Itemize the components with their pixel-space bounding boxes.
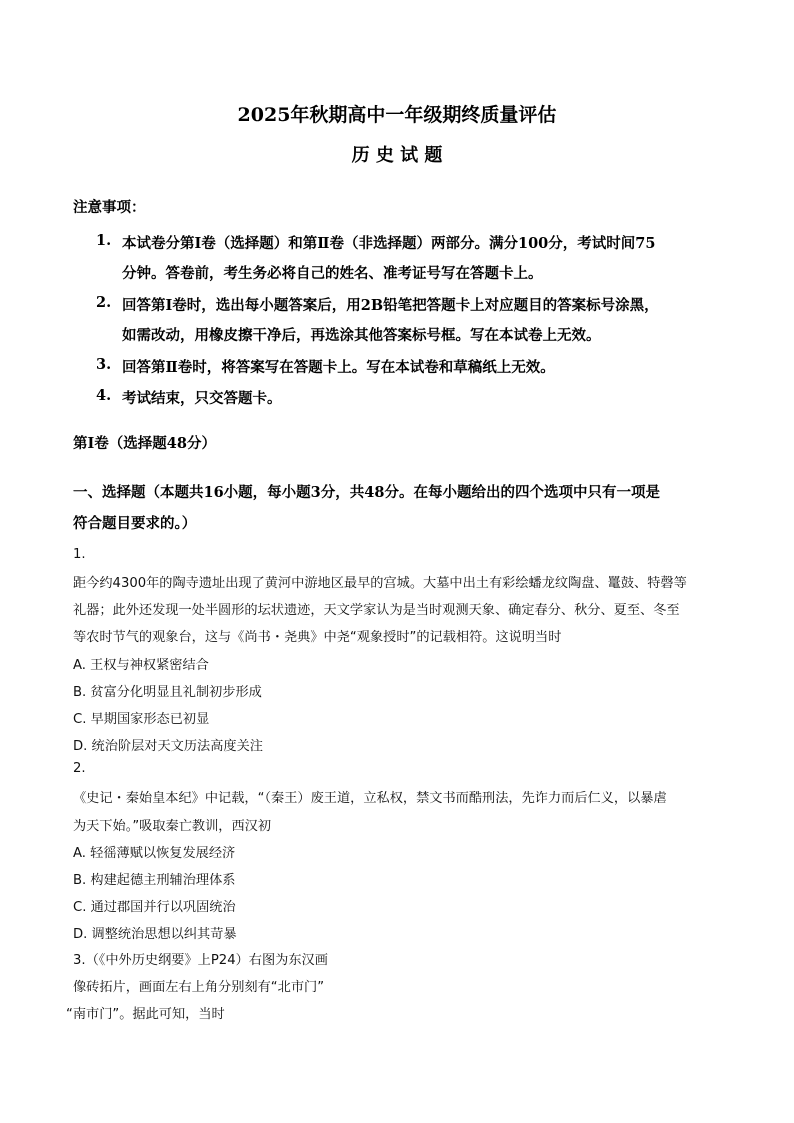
question-1-number: 1.: [73, 547, 86, 562]
question-1-stem-line3: 等农时节气的观象台，这与《尚书・尧典》中尧“观象授时”的记载相符。这说明当时: [73, 630, 562, 645]
question-2-option-b: B. 构建起德主刑辅治理体系: [73, 873, 236, 888]
question-1-option-c: C. 早期国家形态已初显: [73, 712, 210, 727]
notice-item-4-number: 4.: [96, 387, 112, 404]
question-2-option-d: D. 调整统治思想以纠其苛暴: [73, 927, 237, 942]
exam-title: 2025年秋期高中一年级期终质量评估: [237, 104, 557, 126]
section-title: 第Ⅰ卷（选择题48分）: [73, 435, 216, 452]
question-1-stem-line1: 距今约4300年的陶寺遗址出现了黄河中游地区最早的宫城。大墓中出土有彩绘蟠龙纹陶盘、鼍鼓、特磬等: [73, 576, 687, 591]
question-2-option-c: C. 通过郡国并行以巩固统治: [73, 900, 236, 915]
question-1-option-d: D. 统治阶层对天文历法高度关注: [73, 739, 263, 754]
part-heading-line2: 符合题目要求的。）: [73, 515, 197, 532]
question-2-stem-line2: 为天下始。”吸取秦亡教训，西汉初: [73, 819, 272, 834]
question-1-stem-line2: 礼器；此外还发现一处半圆形的坛状遗迹，天文学家认为是当时观测天象、确定春分、秋分、夏至、冬至: [73, 603, 680, 618]
exam-subtitle: 历 史 试 题: [351, 145, 443, 166]
notice-item-4-line1: 考试结束，只交答题卡。: [122, 390, 282, 407]
question-1-option-b: B. 贫富分化明显且礼制初步形成: [73, 685, 262, 700]
question-2-stem-line1: 《史记・秦始皇本纪》中记载，“（秦王）废王道，立私权，禁文书而酷刑法，先诈力而后仁义，以暴虐: [73, 791, 667, 806]
question-3-stem-line3: “南市门”。据此可知，当时: [66, 1007, 225, 1022]
question-2-number: 2.: [73, 761, 86, 776]
question-1-option-a: A. 王权与神权紧密结合: [73, 658, 209, 673]
notice-item-2-number: 2.: [96, 294, 112, 311]
part-heading-line1: 一、选择题（本题共16小题，每小题3分，共48分。在每小题给出的四个选项中只有一项是: [73, 484, 660, 501]
notice-item-3-number: 3.: [96, 356, 112, 373]
question-3-stem-line1: 3.（《中外历史纲要》上P24）右图为东汉画: [73, 953, 328, 968]
notice-item-2-line2: 如需改动，用橡皮擦干净后，再选涂其他答案标号框。写在本试卷上无效。: [122, 327, 601, 344]
notice-item-3-line1: 回答第Ⅱ卷时，将答案写在答题卡上。写在本试卷和草稿纸上无效。: [122, 359, 555, 376]
notice-heading: 注意事项：: [73, 199, 146, 216]
notice-item-1-number: 1.: [96, 232, 112, 249]
notice-item-2-line1: 回答第Ⅰ卷时，选出每小题答案后，用2B铅笔把答题卡上对应题目的答案标号涂黑，: [122, 297, 659, 314]
question-3-stem-line2: 像砖拓片，画面左右上角分别刻有“北市门”: [73, 980, 325, 995]
question-2-option-a: A. 轻徭薄赋以恢复发展经济: [73, 846, 236, 861]
notice-item-1-line1: 本试卷分第Ⅰ卷（选择题）和第Ⅱ卷（非选择题）两部分。满分100分，考试时间75: [122, 235, 656, 252]
notice-item-1-line2: 分钟。答卷前，考生务必将自己的姓名、准考证号写在答题卡上。: [122, 265, 543, 282]
